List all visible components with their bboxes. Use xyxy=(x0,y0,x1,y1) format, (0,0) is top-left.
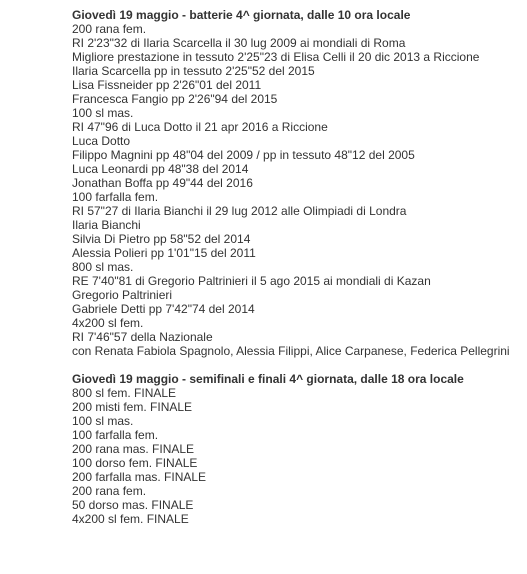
article-body xyxy=(72,8,517,526)
text-line: Gabriele Detti pp 7'42"74 del 2014 xyxy=(72,302,255,316)
text-line: Lisa Fissneider pp 2'26"01 del 2011 xyxy=(72,78,262,92)
text-line: Luca Dotto xyxy=(72,134,131,148)
text-line: 100 dorso fem. FINALE xyxy=(72,456,198,470)
text-line: RI 2'23"32 di Ilaria Scarcella il 30 lug 2009 ai mondiali di Roma xyxy=(72,36,406,50)
text-line: Gregorio Paltrinieri xyxy=(72,288,173,302)
text-line: 100 farfalla fem. xyxy=(72,428,159,442)
text-line: Migliore prestazione in tessuto 2'25"23 di Elisa Celli il 20 dic 2013 a Riccione xyxy=(72,50,480,64)
text-line: RE 7'40"81 di Gregorio Paltrinieri il 5 ago 2015 ai mondiali di Kazan xyxy=(72,274,431,288)
text-line: Filippo Magnini pp 48"04 del 2009 / pp in tessuto 48"12 del 2005 xyxy=(72,148,415,162)
text-line: con Renata Fabiola Spagnolo, Alessia Filippi, Alice Carpanese, Federica Pellegrini xyxy=(72,344,510,358)
text-line: Luca Leonardi pp 48"38 del 2014 xyxy=(72,162,249,176)
text-line: Francesca Fangio pp 2'26"94 del 2015 xyxy=(72,92,278,106)
text-line: Ilaria Scarcella pp in tessuto 2'25"52 del 2015 xyxy=(72,64,315,78)
text-line: 800 sl mas. xyxy=(72,260,134,274)
text-line: 200 rana fem. xyxy=(72,22,147,36)
text-line: RI 47"96 di Luca Dotto il 21 apr 2016 a Riccione xyxy=(72,120,328,134)
text-line: 4x200 sl fem. xyxy=(72,316,144,330)
text-line: 200 rana mas. FINALE xyxy=(72,442,195,456)
text-line: RI 7'46"57 della Nazionale xyxy=(72,330,213,344)
text-line: Alessia Polieri pp 1'01"15 del 2011 xyxy=(72,246,256,260)
text-line: 200 rana fem. xyxy=(72,484,147,498)
section-heading: Giovedì 19 maggio - batterie 4^ giornata, dalle 10 ora locale xyxy=(72,8,411,22)
text-line: RI 57"27 di Ilaria Bianchi il 29 lug 2012 alle Olimpiadi di Londra xyxy=(72,204,407,218)
text-line: 50 dorso mas. FINALE xyxy=(72,498,194,512)
text-line: Jonathan Boffa pp 49"44 del 2016 xyxy=(72,176,253,190)
text-line: 100 farfalla fem. xyxy=(72,190,159,204)
section-heading: Giovedì 19 maggio - semifinali e finali 4^ giornata, dalle 18 ora locale xyxy=(72,372,464,386)
text-line: Ilaria Bianchi xyxy=(72,218,141,232)
text-line: 800 sl fem. FINALE xyxy=(72,386,177,400)
text-line: 100 sl mas. xyxy=(72,414,134,428)
text-line: 200 farfalla mas. FINALE xyxy=(72,470,207,484)
section-evening-finals xyxy=(72,372,517,526)
text-line: Silvia Di Pietro pp 58"52 del 2014 xyxy=(72,232,251,246)
text-line: 100 sl mas. xyxy=(72,106,134,120)
text-line: 4x200 sl fem. FINALE xyxy=(72,512,189,526)
section-morning-heats xyxy=(72,8,517,358)
text-line: 200 misti fem. FINALE xyxy=(72,400,193,414)
